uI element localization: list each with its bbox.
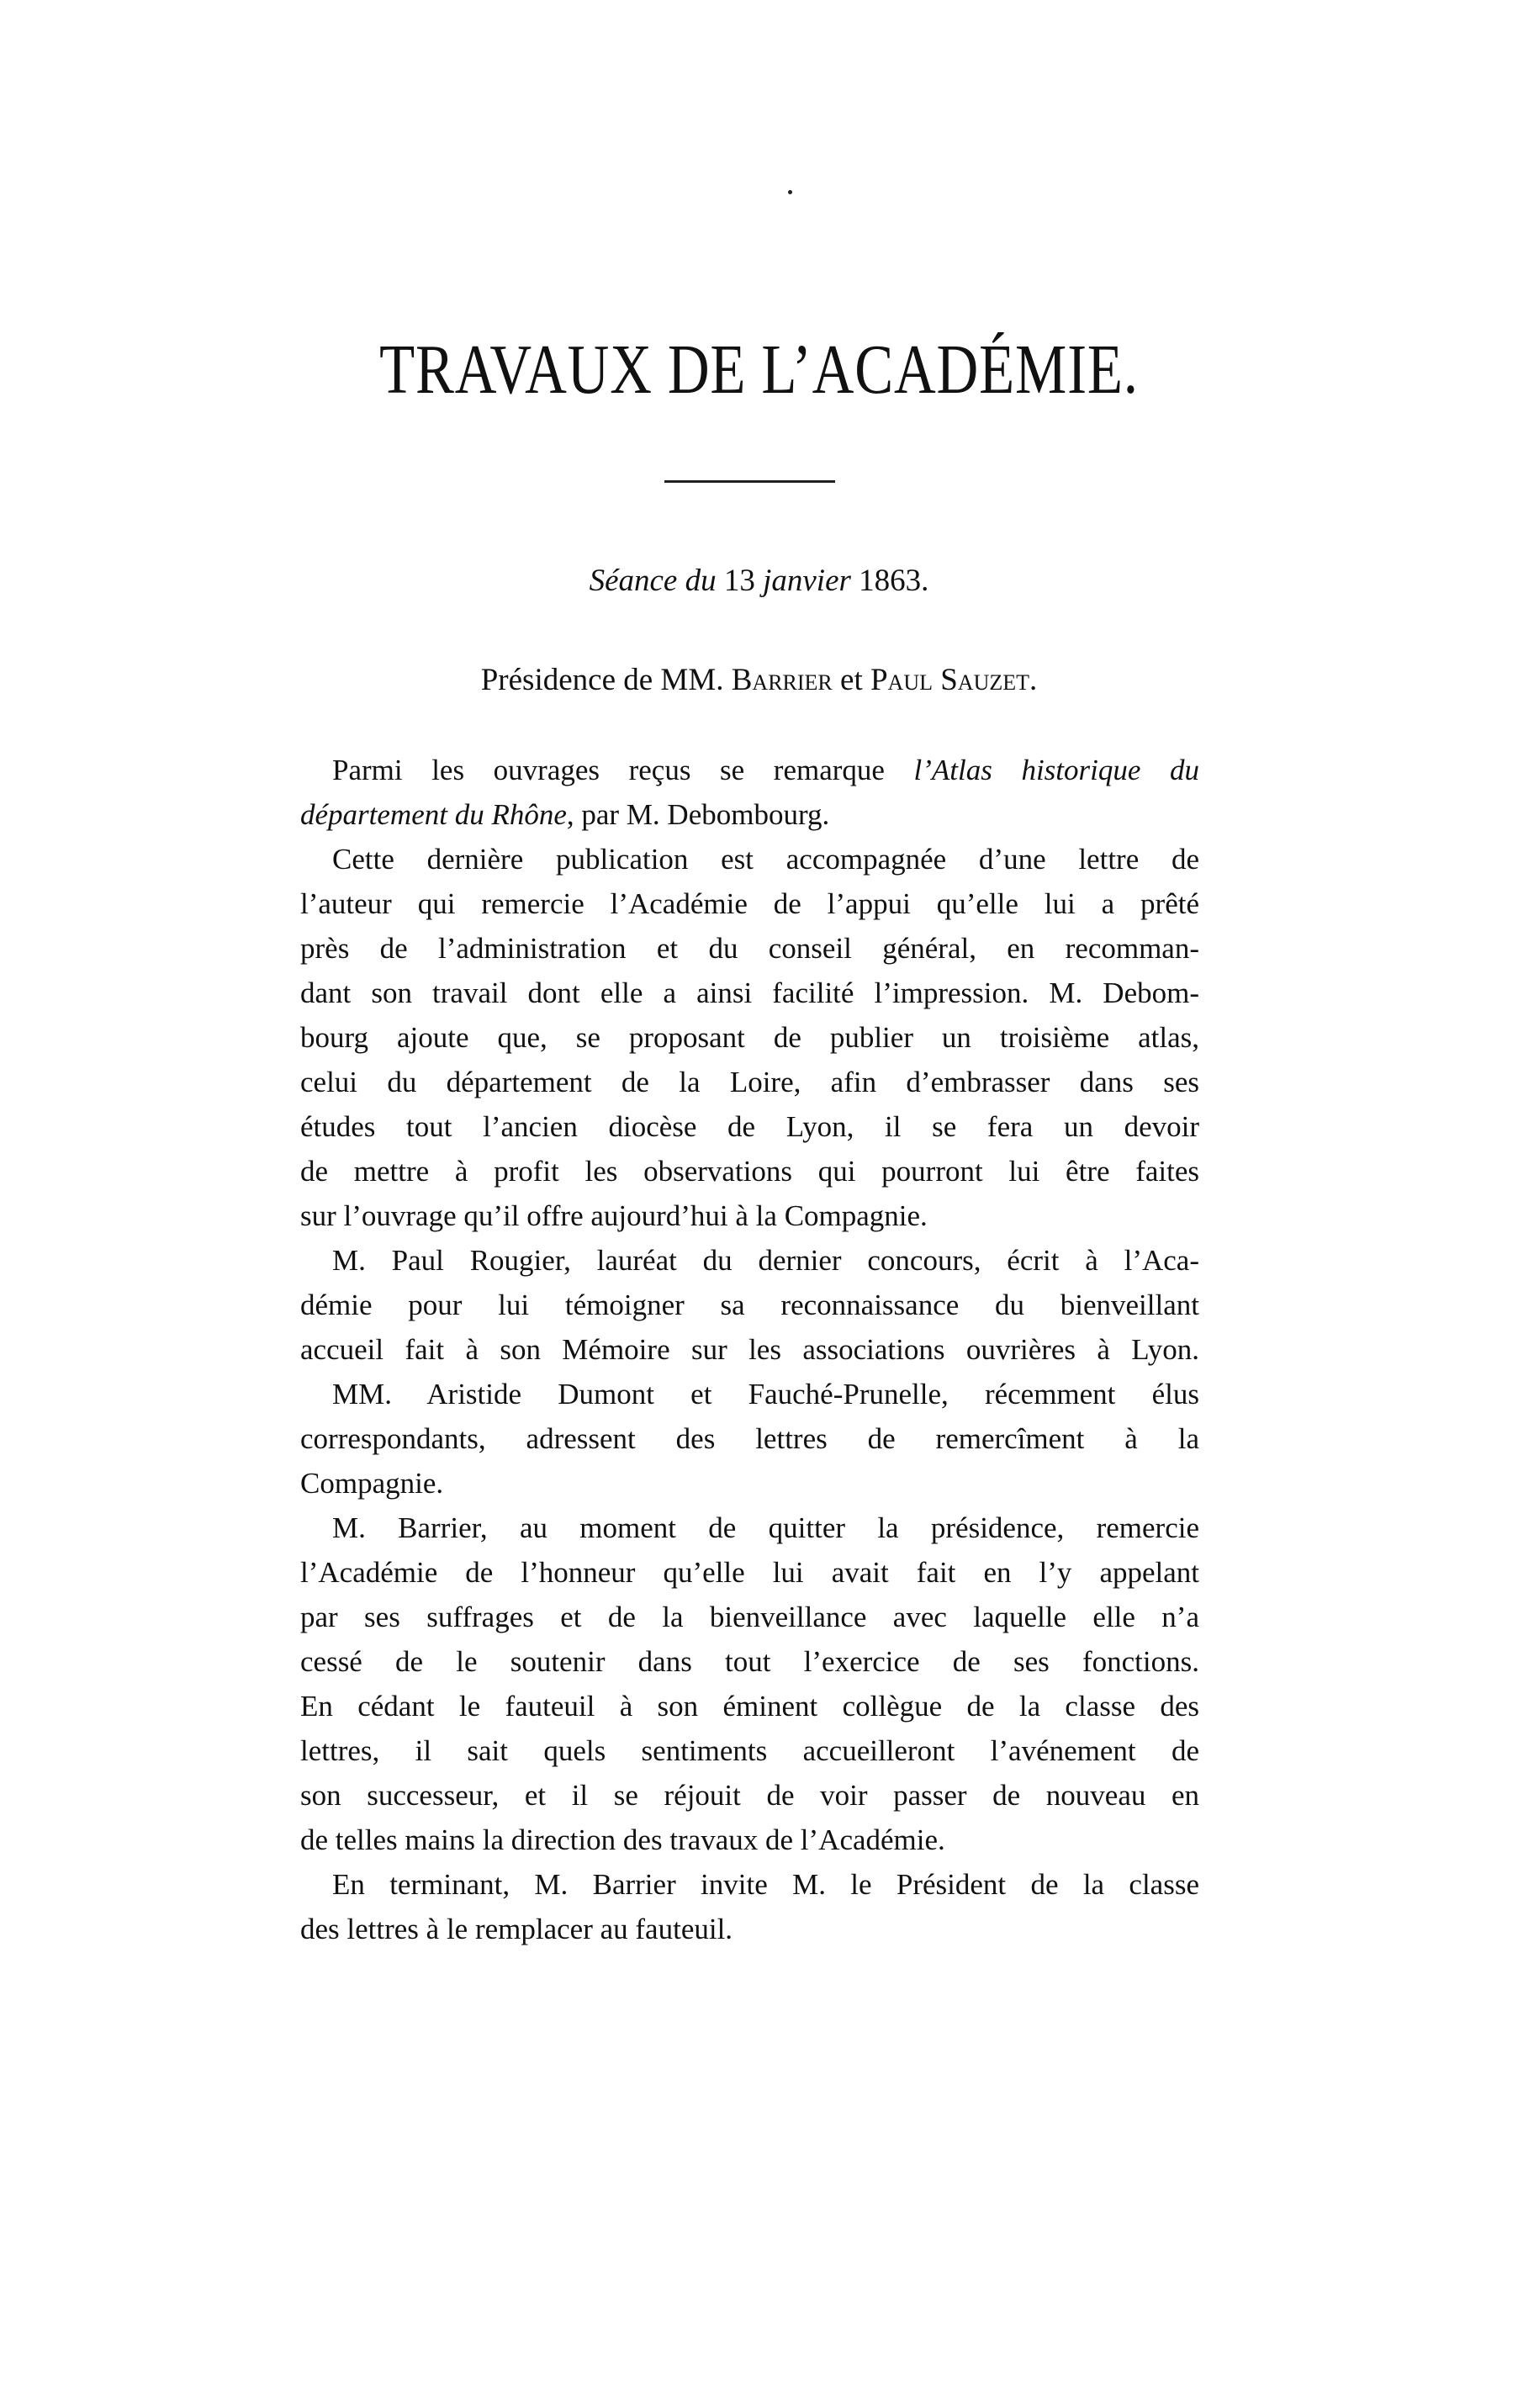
text-line [300, 1684, 1199, 1728]
body-text [300, 748, 1199, 1951]
text-segment: l’Académie de l’honneur qu’elle lui avait fait en l’y appelant [300, 1556, 1199, 1589]
text-segment: lettres, il sait quels sentiments accueilleront l’avénement de [300, 1734, 1199, 1767]
page-title-text: TRAVAUX DE L’ACADÉMIE. [379, 331, 1139, 409]
text-line [300, 1060, 1199, 1104]
italic-title-segment: département du Rhône [300, 798, 567, 831]
text-segment: bourg ajoute que, se proposant de publier un troisième atlas, [300, 1021, 1199, 1054]
session-label: Séance du [589, 564, 717, 598]
text-segment: Cette dernière publication est accompagnée d’une lettre de [332, 843, 1199, 876]
text-line [300, 748, 1199, 792]
text-segment: l’auteur qui remercie l’Académie de l’appui qu’elle lui a prêté [300, 887, 1199, 920]
text-segment: des lettres à le remplacer au fauteuil. [300, 1913, 733, 1945]
session-day: 13 [723, 564, 755, 598]
text-line [300, 1327, 1199, 1372]
text-segment: sur l’ouvrage qu’il offre aujourd’hui à la Compagnie. [300, 1199, 928, 1232]
text-segment: Compagnie. [300, 1467, 444, 1500]
text-line [300, 1416, 1199, 1461]
text-segment: de telles mains la direction des travaux de l’Académie. [300, 1823, 945, 1856]
text-line [300, 1506, 1199, 1550]
text-segment: son successeur, et il se réjouit de voir passer de nouveau en [300, 1779, 1199, 1812]
text-segment: accueil fait à son Mémoire sur les associations ouvrières à Lyon. [300, 1333, 1199, 1366]
text-line [300, 837, 1199, 881]
text-line [300, 1238, 1199, 1283]
title-divider [664, 480, 835, 483]
text-line [300, 881, 1199, 926]
text-line [300, 1015, 1199, 1060]
text-line [300, 1193, 1199, 1238]
text-segment: M. Barrier, au moment de quitter la présidence, remercie [332, 1511, 1199, 1544]
text-segment: près de l’administration et du conseil général, en recomman- [300, 932, 1199, 965]
text-line [300, 1550, 1199, 1595]
presidency-suffix: . [1029, 663, 1038, 697]
session-year: 1863. [859, 564, 929, 598]
text-line [300, 926, 1199, 971]
text-segment: , par M. Debombourg. [566, 798, 830, 831]
text-line [300, 1372, 1199, 1416]
text-segment: M. Paul Rougier, lauréat du dernier concours, écrit à l’Aca- [332, 1244, 1199, 1277]
text-segment: correspondants, adressent des lettres de remercîment à la [300, 1422, 1199, 1455]
text-line [300, 1283, 1199, 1327]
text-segment: études tout l’ancien diocèse de Lyon, il se fera un devoir [300, 1110, 1199, 1143]
president-name-2: Paul Sauzet [870, 663, 1030, 697]
session-month: janvier [763, 564, 851, 598]
text-line [300, 792, 1199, 837]
text-segment: de mettre à profit les observations qui pourront lui être faites [300, 1155, 1199, 1188]
presidency-conjunction: et [832, 663, 870, 697]
page-title [0, 328, 1518, 412]
ink-speck [788, 190, 792, 194]
text-segment: Parmi les ouvrages reçus se remarque [332, 754, 914, 786]
text-line [300, 1862, 1199, 1907]
text-segment: En terminant, M. Barrier invite M. le Président de la classe [332, 1868, 1199, 1901]
text-line [300, 1818, 1199, 1862]
presidency-line [0, 661, 1518, 700]
text-line [300, 1907, 1199, 1951]
presidency-prefix: Présidence de MM. [480, 663, 732, 697]
text-segment: démie pour lui témoigner sa reconnaissance du bienveillant [300, 1289, 1199, 1321]
text-line [300, 1149, 1199, 1193]
text-segment: En cédant le fauteuil à son éminent collègue de la classe des [300, 1690, 1199, 1723]
text-segment: par ses suffrages et de la bienveillance avec laquelle elle n’a [300, 1601, 1199, 1633]
text-segment: cessé de le soutenir dans tout l’exercice de ses fonctions. [300, 1645, 1199, 1678]
session-date [0, 562, 1518, 601]
text-line [300, 1728, 1199, 1773]
text-line [300, 1639, 1199, 1684]
president-name-1: Barrier [731, 663, 833, 697]
text-line [300, 1595, 1199, 1639]
text-line [300, 1461, 1199, 1506]
text-segment: MM. Aristide Dumont et Fauché-Prunelle, récemment élus [332, 1378, 1199, 1410]
italic-title-segment: l’Atlas historique du [913, 754, 1199, 786]
text-line [300, 1773, 1199, 1818]
text-segment: celui du département de la Loire, afin d’embrasser dans ses [300, 1066, 1199, 1098]
text-line [300, 1104, 1199, 1149]
text-line [300, 971, 1199, 1015]
text-segment: dant son travail dont elle a ainsi facilité l’impression. M. Debom- [300, 976, 1199, 1009]
